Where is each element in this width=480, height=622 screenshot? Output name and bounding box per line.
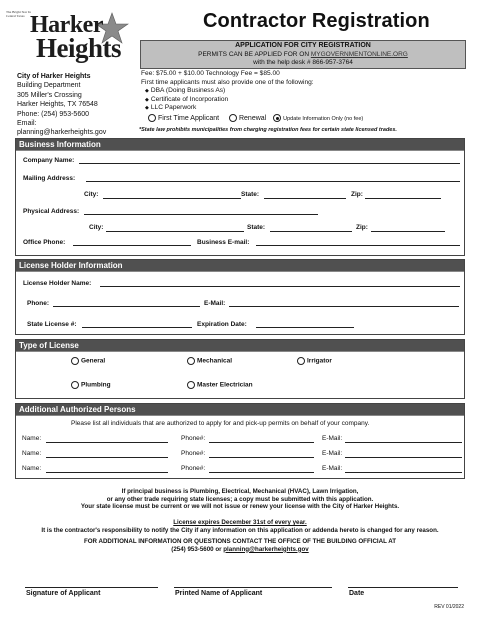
license-type-section	[15, 339, 465, 399]
general-radio[interactable]	[71, 357, 79, 365]
revision-label: REV 01/2022	[434, 604, 464, 610]
requirement-item: ◆ DBA (Doing Business As)	[141, 87, 471, 96]
physical-zip-label: Zip:	[356, 224, 368, 231]
irrigator-radio[interactable]	[297, 357, 305, 365]
contact-info	[0, 538, 480, 553]
person-1-phone-label: Phone#:	[181, 435, 206, 442]
physical-zip-field[interactable]	[371, 231, 445, 232]
license-phone-field[interactable]	[53, 306, 200, 307]
physical-address-field[interactable]	[84, 214, 318, 215]
renewal-radio[interactable]	[229, 114, 237, 122]
state-license-field[interactable]	[82, 327, 192, 328]
update-info-radio[interactable]	[273, 114, 281, 122]
mailing-zip-label: Zip:	[351, 191, 363, 198]
person-3-phone-field[interactable]	[209, 472, 314, 473]
mailing-zip-field[interactable]	[365, 198, 441, 199]
license-email-label: E-Mail:	[204, 300, 226, 307]
application-header: APPLICATION FOR CITY REGISTRATION	[235, 42, 371, 49]
person-3-phone-label: Phone#:	[181, 465, 206, 472]
person-1-email-field[interactable]	[345, 442, 462, 443]
license-holder-name-label: License Holder Name:	[23, 280, 92, 287]
license-option-mechanical[interactable]: Mechanical	[187, 357, 232, 365]
person-1-name-field[interactable]	[46, 442, 168, 443]
renewal-label: Renewal	[238, 114, 267, 122]
state-law-disclaimer: *State law prohibits municipalities from charging registration fees for certain state licensed trades.	[139, 127, 397, 133]
state-license-label: State License #:	[27, 321, 77, 328]
person-3-name-label: Name:	[22, 465, 42, 472]
first-time-label: First Time Applicant	[158, 114, 220, 122]
master-electrician-radio[interactable]	[187, 381, 195, 389]
license-holder-name-field[interactable]	[100, 286, 460, 287]
signature-label: Signature of Applicant	[26, 590, 101, 597]
requirement-item: ◆ Certificate of Incorporation	[141, 96, 471, 105]
office-phone-field[interactable]	[73, 245, 191, 246]
date-label: Date	[349, 590, 365, 597]
person-2-email-field[interactable]	[345, 457, 462, 458]
department: Building Department	[17, 82, 81, 90]
person-3-name-field[interactable]	[46, 472, 168, 473]
planning-email-link[interactable]: planning@harkerheights.gov	[223, 545, 309, 553]
footer-notes	[0, 488, 480, 511]
mailing-state-label: State:	[241, 191, 260, 198]
physical-address-label: Physical Address:	[23, 208, 80, 215]
business-info-section	[15, 138, 465, 256]
mailing-address-field[interactable]	[86, 181, 460, 182]
logo-word-harker: Harker	[30, 12, 103, 38]
phone-number: Phone: (254) 953-5600	[17, 110, 89, 118]
plumbing-radio[interactable]	[71, 381, 79, 389]
date-line[interactable]	[348, 587, 458, 588]
physical-city-label: City:	[89, 224, 104, 231]
authorized-instructions: Please list all individuals that are authorized to apply for and pick-up permits on behalf of your company.	[71, 420, 370, 427]
city-state-zip: Harker Heights, TX 76548	[17, 101, 98, 109]
license-expiration-note: License expires December 31st of every year.	[173, 519, 307, 526]
license-type-heading: Type of License	[16, 340, 464, 351]
person-2-name-field[interactable]	[46, 457, 168, 458]
fee-amount: Fee: $75.00 + $10.00 Technology Fee = $85.00	[141, 70, 280, 77]
person-2-name-label: Name:	[22, 450, 42, 457]
license-option-plumbing[interactable]: Plumbing	[71, 381, 111, 389]
person-1-email-label: E-Mail:	[322, 435, 343, 442]
person-2-email-label: E-Mail:	[322, 450, 343, 457]
contact-phone-email: (254) 953-5600 or planning@harkerheights.gov	[171, 545, 309, 553]
contractor-responsibility: It is the contractor's responsibility to notify the City if any information on this application or addenda hereto is changed for any reason.	[41, 527, 439, 534]
physical-state-label: State:	[247, 224, 266, 231]
mygov-link[interactable]: MYGOVERNMENTONLINE.ORG	[310, 50, 408, 58]
page-title: Contractor Registration	[203, 10, 430, 32]
printed-name-label: Printed Name of Applicant	[175, 590, 263, 597]
footer-line-1: If principal business is Plumbing, Electrical, Mechanical (HVAC), Lawn Irrigation,	[121, 488, 359, 495]
license-holder-section	[15, 259, 465, 335]
first-time-radio[interactable]	[148, 114, 156, 122]
business-info-heading: Business Information	[16, 139, 464, 150]
physical-city-field[interactable]	[106, 231, 244, 232]
logo-tagline: The Bright Star In Central Texas	[6, 10, 31, 19]
person-2-phone-label: Phone#:	[181, 450, 206, 457]
business-email-field[interactable]	[256, 245, 460, 246]
printed-name-line[interactable]	[174, 587, 332, 588]
help-desk-line: with the help desk # 866-957-3764	[253, 59, 353, 66]
city-name: City of Harker Heights	[17, 73, 91, 80]
office-phone-label: Office Phone:	[23, 239, 66, 246]
application-type-options	[148, 114, 363, 122]
authorized-persons-section	[15, 403, 465, 479]
first-time-requirements: First time applicants must also provide one of the following:	[141, 78, 314, 86]
person-3-email-label: E-Mail:	[322, 465, 343, 472]
license-email-field[interactable]	[229, 306, 459, 307]
expiration-date-label: Expiration Date:	[197, 321, 247, 328]
update-info-label: Update Information Only (no fee)	[283, 115, 364, 122]
contact-line: FOR ADDITIONAL INFORMATION OR QUESTIONS CONTACT THE OFFICE OF THE BUILDING OFFICIAL AT	[83, 538, 397, 545]
mailing-state-field[interactable]	[264, 198, 346, 199]
email-label: Email:	[17, 120, 37, 128]
license-option-irrigator[interactable]: Irrigator	[297, 357, 332, 365]
license-option-general[interactable]: General	[71, 357, 105, 365]
footer-line-2: or any other trade requiring state licenses; a copy must be submitted with this application.	[106, 495, 374, 503]
mechanical-radio[interactable]	[187, 357, 195, 365]
city-logo	[6, 10, 126, 72]
person-1-phone-field[interactable]	[209, 442, 314, 443]
email-address: planning@harkerheights.gov	[17, 129, 107, 137]
mailing-city-label: City:	[84, 191, 99, 198]
mailing-address-label: Mailing Address:	[23, 175, 76, 182]
mailing-city-field[interactable]	[103, 198, 241, 199]
requirement-item: ◆ LLC Paperwork	[141, 104, 471, 113]
street-address: 305 Miller's Crossing	[17, 91, 82, 99]
person-2-phone-field[interactable]	[209, 457, 314, 458]
fee-info	[141, 70, 471, 113]
physical-state-field[interactable]	[270, 231, 352, 232]
expiration-date-field[interactable]	[256, 327, 354, 328]
license-holder-heading: License Holder Information	[16, 260, 464, 271]
signature-line[interactable]	[25, 587, 158, 588]
apply-online-line: PERMITS CAN BE APPLIED FOR ON MYGOVERNMENTONLINE.ORG	[198, 50, 408, 58]
business-email-label: Business E-mail:	[197, 239, 250, 246]
company-name-label: Company Name:	[23, 157, 75, 164]
application-info-box	[140, 40, 466, 69]
authorized-persons-heading: Additional Authorized Persons	[16, 404, 464, 415]
license-phone-label: Phone:	[27, 300, 50, 307]
person-3-email-field[interactable]	[345, 472, 462, 473]
footer-line-3: Your state license must be current or we will not issue or renew your license with the City of Harker Heights.	[80, 503, 400, 511]
logo-word-heights: Heights	[36, 33, 122, 63]
person-1-name-label: Name:	[22, 435, 42, 442]
license-option-master-electrician[interactable]: Master Electrician	[187, 381, 253, 389]
city-address	[17, 72, 106, 138]
company-name-field[interactable]	[79, 163, 460, 164]
